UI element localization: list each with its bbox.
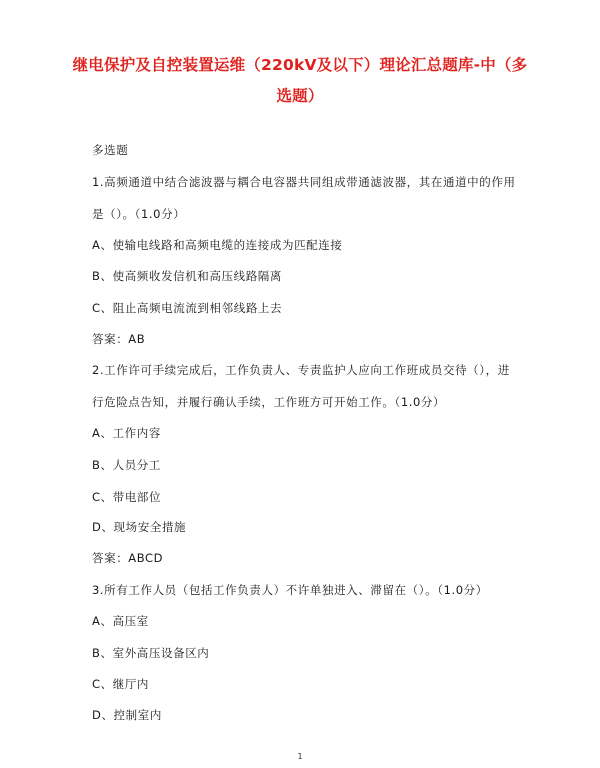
document-title: 继电保护及自控装置运维（220kV及以下）理论汇总题库-中（多选题） [72,56,528,105]
question-2-line-1: 2.工作许可手续完成后，工作负责人、专责监护人应向工作班成员交待（），进 [92,363,510,377]
question-1-option-b: B、使高频收发信机和高压线路隔离 [92,269,282,283]
question-3-line-1: 3.所有工作人员（包括工作负责人）不许单独进入、滞留在（）。（1.0分） [92,583,488,597]
question-2-line-2: 行危险点告知，并履行确认手续，工作班方可开始工作。（1.0分） [92,395,446,409]
question-3-option-a: A、高压室 [92,614,149,628]
question-3-option-d: D、控制室内 [92,708,162,722]
question-3-option-c: C、继厅内 [92,677,150,691]
question-2-option-d: D、现场安全措施 [92,520,187,534]
page-number: 1 [297,752,303,761]
question-1-line-1: 1.高频通道中结合滤波器与耦合电容器共同组成带通滤波器，其在通道中的作用 [92,175,516,189]
question-2-option-b: B、人员分工 [92,458,161,472]
section-label: 多选题 [92,143,129,157]
question-1-option-c: C、阻止高频电流流到相邻线路上去 [92,301,283,315]
question-1-line-2: 是（）。（1.0分） [92,207,186,221]
question-2-option-c: C、带电部位 [92,490,162,504]
question-2-answer: 答案：ABCD [92,551,164,565]
question-2-option-a: A、工作内容 [92,426,161,440]
question-1-answer: 答案：AB [92,332,146,346]
question-1-option-a: A、使输电线路和高频电缆的连接成为匹配连接 [92,238,343,252]
question-3-option-b: B、室外高压设备区内 [92,646,210,660]
